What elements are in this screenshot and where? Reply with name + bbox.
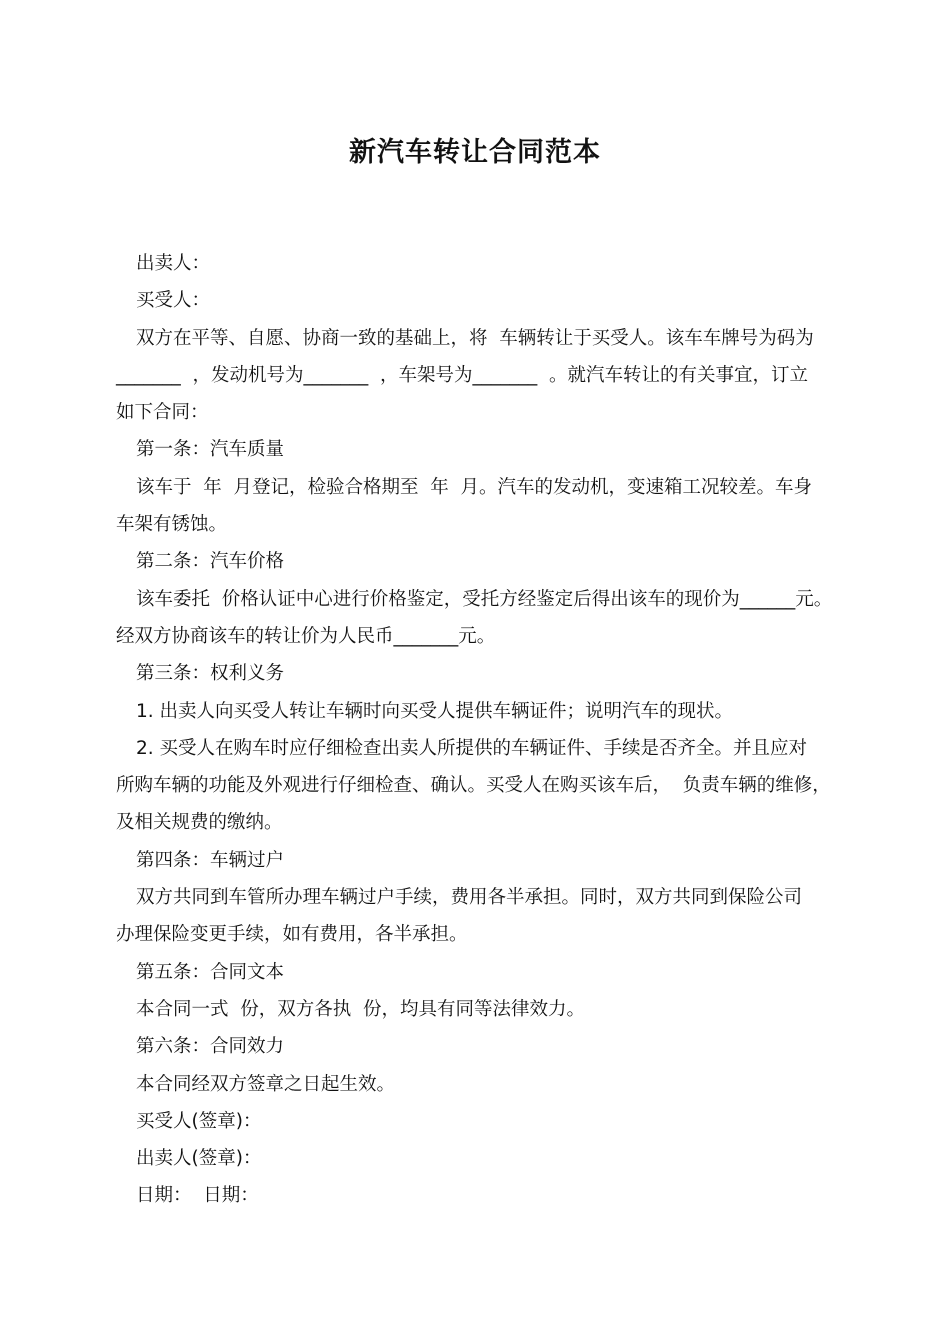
article-6-text: 本合同经双方签章之日起生效。 [136, 1073, 396, 1095]
document-body [116, 245, 836, 1215]
article-2-heading: 第二条：汽车价格 [136, 551, 285, 573]
buyer-signature-line: 买受人(签章)： [136, 1110, 262, 1132]
article-1-heading: 第一条：汽车质量 [136, 439, 285, 461]
date-line: 日期： 日期： [136, 1185, 259, 1207]
intro-line-3: 如下合同： [116, 402, 209, 424]
article-2-text-1: 该车委托 价格认证中心进行价格鉴定，受托方经鉴定后得出该车的现价为______元。 [136, 588, 833, 610]
intro-line-1: 双方在平等、自愿、协商一致的基础上，将 车辆转让于买受人。该车车牌号为码为 [136, 327, 814, 349]
article-3-item-2-line-2: 所购车辆的功能及外观进行仔细检查、确认。买受人在购买该车后， 负责车辆的维修， [116, 775, 831, 797]
article-3-item-2-line-1: 2. 买受人在购车时应仔细检查出卖人所提供的车辆证件、手续是否齐全。并且应对 [136, 737, 808, 759]
article-4-text-2: 办理保险变更手续，如有费用，各半承担。 [116, 924, 468, 946]
article-4-heading: 第四条：车辆过户 [136, 849, 285, 871]
article-2-text-2: 经双方协商该车的转让价为人民币_______元。 [116, 625, 496, 647]
article-3-item-2-line-3: 及相关规费的缴纳。 [116, 812, 283, 834]
article-1-text-1: 该车于 年 月登记，检验合格期至 年 月。汽车的发动机，变速箱工况较差。车身 [136, 476, 813, 498]
document-title: 新汽车转让合同范本 [349, 137, 601, 168]
seller-line: 出卖人： [136, 253, 211, 274]
seller-signature-line: 出卖人(签章)： [136, 1148, 262, 1170]
intro-line-2: _______ ，发动机号为_______ ，车架号为_______ 。就汽车转让的有关事宜，订立 [116, 364, 809, 386]
article-4-text-1: 双方共同到车管所办理车辆过户手续，费用各半承担。同时，双方共同到保险公司 [136, 887, 803, 909]
article-5-heading: 第五条：合同文本 [136, 961, 285, 983]
buyer-line: 买受人： [136, 290, 211, 312]
article-1-text-2: 车架有锈蚀。 [116, 514, 228, 536]
article-6-heading: 第六条：合同效力 [136, 1036, 285, 1058]
article-5-text: 本合同一式 份，双方各执 份，均具有同等法律效力。 [136, 998, 586, 1020]
article-3-item-1: 1. 出卖人向买受人转让车辆时向买受人提供车辆证件；说明汽车的现状。 [136, 700, 734, 722]
article-3-heading: 第三条：权利义务 [136, 663, 285, 685]
